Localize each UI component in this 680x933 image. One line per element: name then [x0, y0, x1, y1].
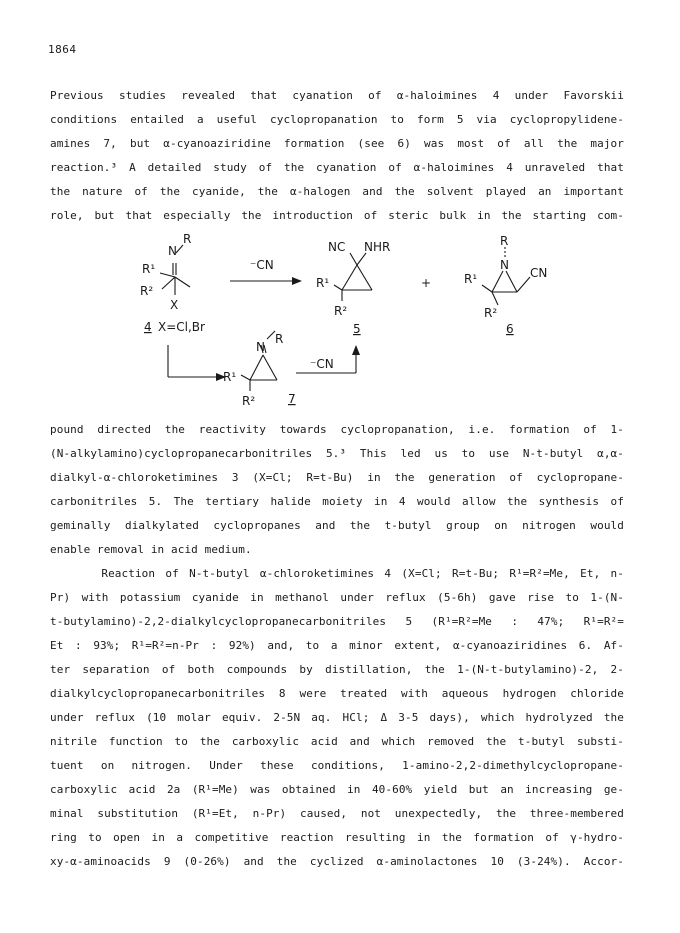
- nc-bond: [350, 253, 357, 265]
- compound-note: X=Cl,Br: [158, 320, 205, 334]
- text-line: geminally dialkylated cyclopropanes and the t-butyl group on nitrogen would: [50, 519, 624, 532]
- text-line: conditions entailed a useful cyclopropanation to form 5 via cyclopropylidene-: [50, 113, 624, 126]
- text-line: Pr) with potassium cyanide in methanol under reflux (5-6h) gave rise to 1-(N-: [50, 591, 624, 604]
- text-line: Reaction of N-t-butyl α-chloroketimines 4 (X=Cl; R=t-Bu; R¹=R²=Me, Et, n-: [50, 567, 624, 580]
- text-line: dialkyl-α-chloroketimines 3 (X=Cl; R=t-Bu) in the generation of cyclopropane-: [50, 471, 624, 484]
- ring-bond: [250, 355, 263, 380]
- text-line: Previous studies revealed that cyanation of α-haloimines 4 under Favorskii: [50, 89, 624, 102]
- atom-label: R²: [334, 304, 348, 318]
- paragraph-intro: [50, 84, 624, 228]
- text-line: minal substitution (R¹=Et, n-Pr) caused, not unexpectedly, the three-membered: [50, 807, 624, 820]
- text-line: (N-alkylamino)cyclopropanecarbonitriles 5.³ This led us to use N-t-butyl α,α-: [50, 447, 624, 460]
- r1-bond: [334, 285, 342, 290]
- r1-bond: [241, 375, 250, 380]
- r2-bond: [492, 292, 498, 305]
- ring-bond: [342, 265, 357, 290]
- ring-bond: [357, 265, 372, 290]
- text-line: enable removal in acid medium.: [50, 543, 252, 556]
- nr-bond: [176, 245, 183, 253]
- atom-label: R²: [242, 394, 256, 408]
- text-line: carboxylic acid 2a (R¹=Me) was obtained in 40-60% yield but an increasing ge-: [50, 783, 624, 796]
- reagent-label: ⁻CN: [310, 357, 334, 371]
- ring-bond: [506, 271, 517, 292]
- atom-label: N: [256, 340, 265, 354]
- atom-label: R²: [484, 306, 498, 320]
- nr-bond: [267, 331, 275, 339]
- paragraph-body: [50, 418, 624, 874]
- text-line: under reflux (10 molar equiv. 2-5N aq. HCl; Δ 3-5 days), which hydrolyzed the: [50, 711, 624, 724]
- text-line: pound directed the reactivity towards cyclopropanation, i.e. formation of 1-: [50, 423, 624, 436]
- text-line: dialkylcyclopropanecarbonitriles 8 were treated with aqueous hydrogen chloride: [50, 687, 624, 700]
- atom-label: N: [168, 244, 177, 258]
- text-line: t-butylamino)-2,2-dialkylcyclopropanecarbonitriles 5 (R¹=R²=Me : 47%; R¹=R²=: [50, 615, 624, 628]
- atom-label: R¹: [142, 262, 156, 276]
- compound-number: 7: [288, 392, 296, 406]
- ring-bond: [492, 271, 503, 292]
- atom-label: R: [183, 232, 192, 246]
- page-number: 1864: [48, 43, 77, 56]
- text-line: ter separation of both compounds by distillation, the 1-(N-t-butylamino)-2, 2-: [50, 663, 624, 676]
- cn-bond: [517, 277, 530, 292]
- atom-label: R: [500, 234, 509, 248]
- compound-number: 5: [353, 322, 361, 336]
- text-line: carbonitriles 5. The tertiary halide moiety in 4 would allow the synthesis of: [50, 495, 624, 508]
- r2-bond: [162, 277, 175, 289]
- methyl-bond: [175, 277, 190, 287]
- text-line: reaction.³ A detailed study of the cyanation of α-haloimines 4 unraveled that: [50, 161, 624, 174]
- text-line: Et : 93%; R¹=R²=n-Pr : 92%) and, to a minor extent, α-cyanoaziridines 6. Af-: [50, 639, 624, 652]
- atom-label: R¹: [464, 272, 478, 286]
- text-line: nitrile function to the carboxylic acid and which removed the t-butyl substi-: [50, 735, 624, 748]
- atom-label: CN: [530, 266, 548, 280]
- text-line: xy-α-aminoacids 9 (0-26%) and the cyclized α-aminolactones 10 (3-24%). Accor-: [50, 855, 624, 868]
- atom-label: N: [500, 258, 509, 272]
- arrow-head: [292, 277, 302, 285]
- text-line: role, but that especially the introduction of steric bulk in the starting com-: [50, 209, 624, 222]
- atom-label: NC: [328, 240, 346, 254]
- text-line: tuent on nitrogen. Under these conditions, 1-amino-2,2-dimethylcyclopropane-: [50, 759, 624, 772]
- arrow-head: [352, 345, 360, 355]
- text-line: ring to open in a competitive reaction resulting in the formation of γ-hydro-: [50, 831, 624, 844]
- compound-number: 4: [144, 320, 152, 334]
- nh-bond: [357, 253, 366, 265]
- text-line: the nature of the cyanide, the α-halogen and the solvent played an important: [50, 185, 624, 198]
- atom-label: R¹: [223, 370, 237, 384]
- atom-label: R: [275, 332, 284, 346]
- r1-bond: [482, 285, 492, 292]
- ring-bond: [263, 355, 277, 380]
- compound-number: 6: [506, 322, 514, 336]
- text-line: amines 7, but α-cyanoaziridine formation (see 6) was most of all the major: [50, 137, 624, 150]
- atom-label: R²: [140, 284, 154, 298]
- atom-label: NHR: [364, 240, 391, 254]
- reagent-label: ⁻CN: [250, 258, 274, 272]
- reaction-scheme: [120, 225, 620, 420]
- atom-label: R¹: [316, 276, 330, 290]
- atom-label: X: [170, 298, 179, 312]
- plus-sign: +: [421, 276, 432, 290]
